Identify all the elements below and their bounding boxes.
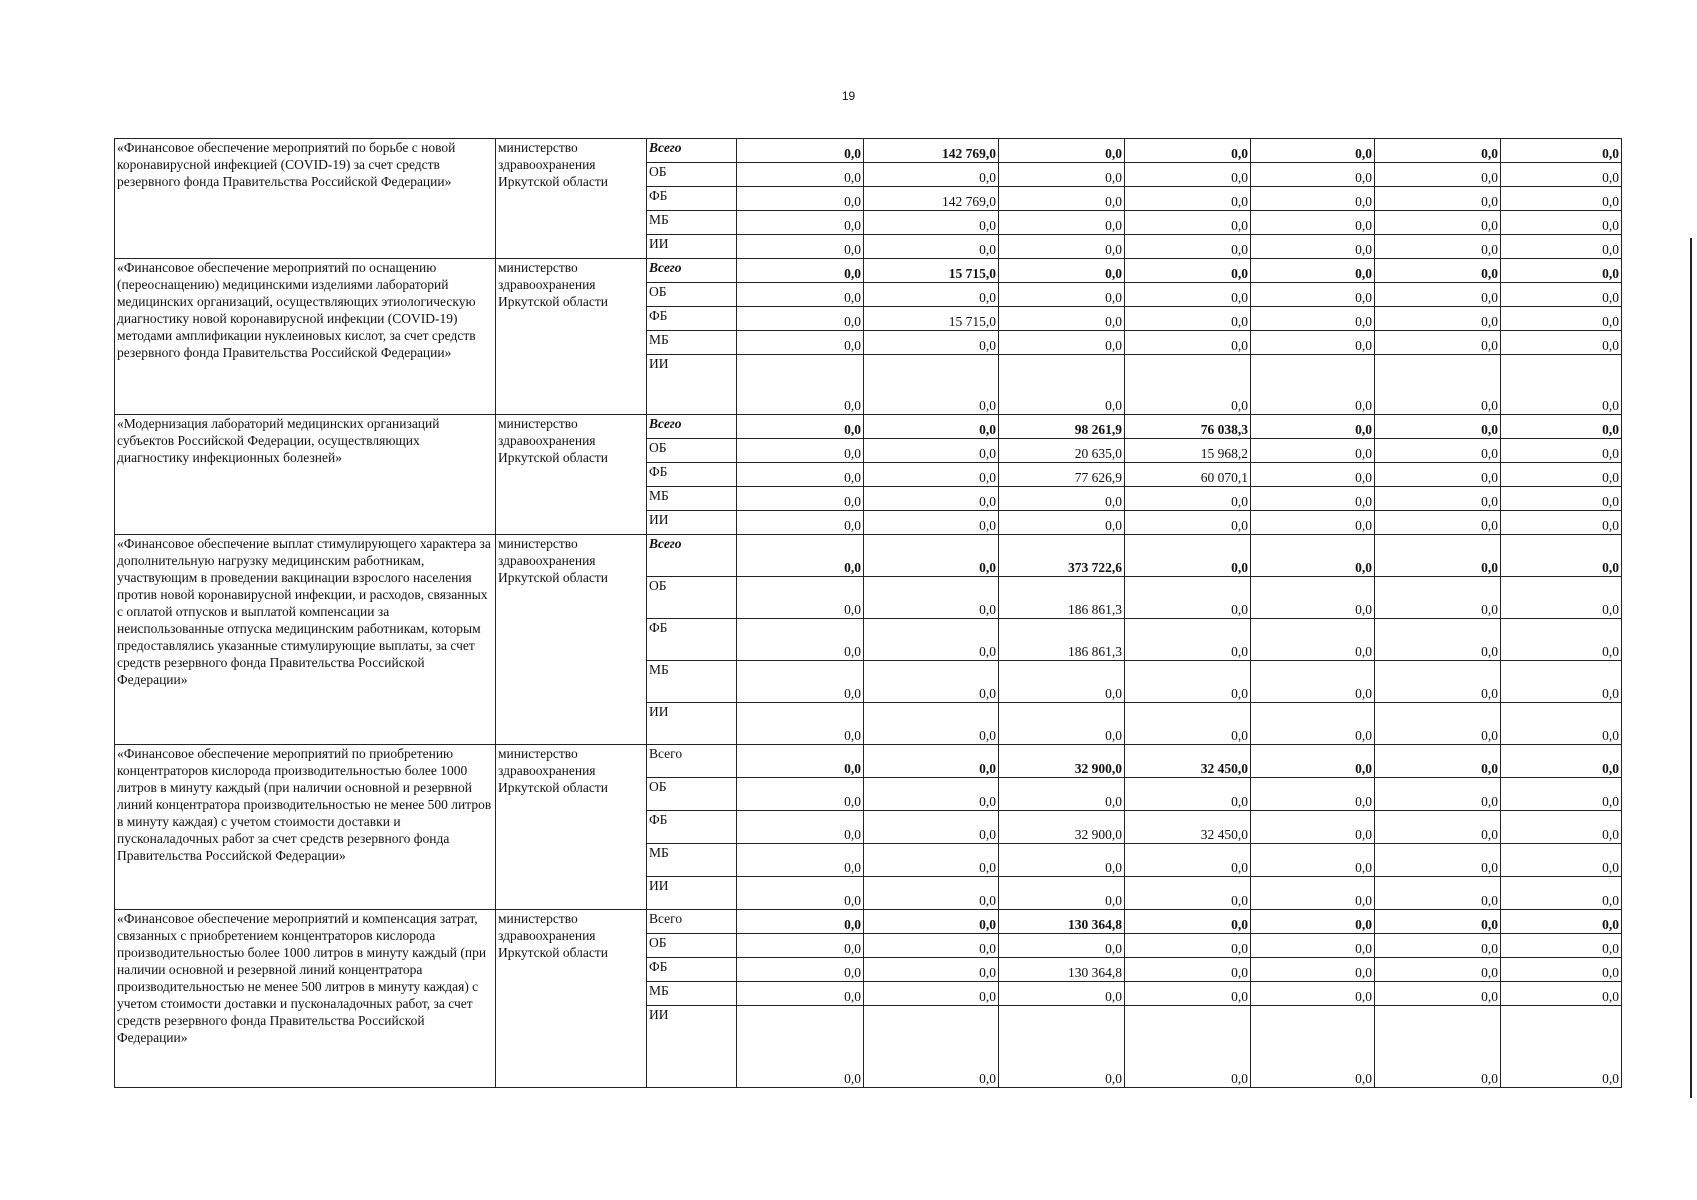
executor-name: министерство здравоохранения Иркутской области xyxy=(496,415,647,535)
amount-cell: 0,0 xyxy=(1375,1006,1501,1088)
amount-cell: 20 635,0 xyxy=(999,439,1125,463)
amount-cell: 373 722,6 xyxy=(999,535,1125,577)
amount-cell: 0,0 xyxy=(1251,1006,1375,1088)
amount-cell: 130 364,8 xyxy=(999,958,1125,982)
measure-description: «Финансовое обеспечение выплат стимулирующего характера за дополнительную нагрузку медицинским работникам, участвующим в проведении вакцинации взрослого населения против новой коронавирусной инфекции, и расходов, связанных с оплатой отпусков и выплатой компенсации за неиспользованные отпуска медицинским работникам, которым предоставлялись указанные стимулирующие выплаты, за счет средств резервного фонда Правительства Российской Федерации» xyxy=(115,535,496,745)
funding-source-mb: МБ xyxy=(647,211,737,235)
amount-cell: 32 450,0 xyxy=(1125,745,1251,778)
amount-cell: 0,0 xyxy=(1125,235,1251,259)
amount-cell: 0,0 xyxy=(1501,811,1622,844)
amount-cell: 0,0 xyxy=(1251,778,1375,811)
amount-cell: 0,0 xyxy=(1375,283,1501,307)
amount-cell: 0,0 xyxy=(1501,355,1622,415)
amount-cell: 0,0 xyxy=(1501,910,1622,934)
amount-cell: 0,0 xyxy=(737,778,864,811)
funding-source-total: Всего xyxy=(647,415,737,439)
funding-source-ii: ИИ xyxy=(647,235,737,259)
amount-cell: 0,0 xyxy=(999,259,1125,283)
amount-cell: 0,0 xyxy=(1375,778,1501,811)
amount-cell: 0,0 xyxy=(1251,934,1375,958)
funding-source-total: Всего xyxy=(647,745,737,778)
amount-cell: 0,0 xyxy=(737,844,864,877)
amount-cell: 0,0 xyxy=(1125,778,1251,811)
amount-cell: 0,0 xyxy=(1125,703,1251,745)
amount-cell: 0,0 xyxy=(1501,778,1622,811)
amount-cell: 77 626,9 xyxy=(999,463,1125,487)
page-number: 19 xyxy=(841,89,856,103)
executor-name: министерство здравоохранения Иркутской области xyxy=(496,139,647,259)
amount-cell: 0,0 xyxy=(1501,187,1622,211)
amount-cell: 0,0 xyxy=(737,415,864,439)
amount-cell: 0,0 xyxy=(1501,283,1622,307)
amount-cell: 0,0 xyxy=(737,577,864,619)
amount-cell: 0,0 xyxy=(1501,163,1622,187)
amount-cell: 0,0 xyxy=(1251,259,1375,283)
amount-cell: 0,0 xyxy=(737,487,864,511)
funding-source-total: Всего xyxy=(647,910,737,934)
funding-source-mb: МБ xyxy=(647,331,737,355)
amount-cell: 0,0 xyxy=(864,619,999,661)
amount-cell: 0,0 xyxy=(1125,910,1251,934)
amount-cell: 98 261,9 xyxy=(999,415,1125,439)
amount-cell: 0,0 xyxy=(1501,934,1622,958)
amount-cell: 0,0 xyxy=(1501,211,1622,235)
funding-source-fb: ФБ xyxy=(647,187,737,211)
amount-cell: 0,0 xyxy=(1375,958,1501,982)
amount-cell: 0,0 xyxy=(1251,535,1375,577)
amount-cell: 0,0 xyxy=(864,577,999,619)
amount-cell: 0,0 xyxy=(864,283,999,307)
amount-cell: 0,0 xyxy=(1375,259,1501,283)
amount-cell: 0,0 xyxy=(1375,355,1501,415)
amount-cell: 0,0 xyxy=(1125,283,1251,307)
amount-cell: 0,0 xyxy=(864,439,999,463)
amount-cell: 0,0 xyxy=(737,982,864,1006)
amount-cell: 0,0 xyxy=(1501,439,1622,463)
amount-cell: 0,0 xyxy=(1251,415,1375,439)
amount-cell: 0,0 xyxy=(999,934,1125,958)
funding-source-fb: ФБ xyxy=(647,958,737,982)
amount-cell: 0,0 xyxy=(1251,661,1375,703)
amount-cell: 0,0 xyxy=(1125,577,1251,619)
funding-source-fb: ФБ xyxy=(647,463,737,487)
amount-cell: 76 038,3 xyxy=(1125,415,1251,439)
amount-cell: 0,0 xyxy=(999,283,1125,307)
amount-cell: 0,0 xyxy=(1125,958,1251,982)
amount-cell: 0,0 xyxy=(1375,910,1501,934)
amount-cell: 32 900,0 xyxy=(999,811,1125,844)
amount-cell: 0,0 xyxy=(864,163,999,187)
amount-cell: 0,0 xyxy=(1501,307,1622,331)
amount-cell: 0,0 xyxy=(737,535,864,577)
amount-cell: 0,0 xyxy=(999,187,1125,211)
amount-cell: 0,0 xyxy=(864,355,999,415)
amount-cell: 0,0 xyxy=(1125,982,1251,1006)
amount-cell: 0,0 xyxy=(1251,187,1375,211)
executor-name: министерство здравоохранения Иркутской области xyxy=(496,535,647,745)
amount-cell: 0,0 xyxy=(999,661,1125,703)
amount-cell: 0,0 xyxy=(1251,982,1375,1006)
amount-cell: 0,0 xyxy=(1375,619,1501,661)
funding-source-ob: ОБ xyxy=(647,439,737,463)
amount-cell: 0,0 xyxy=(1251,463,1375,487)
amount-cell: 0,0 xyxy=(1501,958,1622,982)
amount-cell: 0,0 xyxy=(737,511,864,535)
amount-cell: 0,0 xyxy=(999,163,1125,187)
amount-cell: 0,0 xyxy=(1251,487,1375,511)
amount-cell: 0,0 xyxy=(1375,439,1501,463)
amount-cell: 0,0 xyxy=(1125,331,1251,355)
amount-cell: 0,0 xyxy=(1251,877,1375,910)
funding-source-ii: ИИ xyxy=(647,877,737,910)
amount-cell: 0,0 xyxy=(737,283,864,307)
table-row xyxy=(115,745,1622,778)
amount-cell: 186 861,3 xyxy=(999,619,1125,661)
amount-cell: 0,0 xyxy=(1251,844,1375,877)
amount-cell: 0,0 xyxy=(1251,331,1375,355)
amount-cell: 0,0 xyxy=(737,745,864,778)
amount-cell: 0,0 xyxy=(1375,235,1501,259)
amount-cell: 0,0 xyxy=(1501,982,1622,1006)
amount-cell: 0,0 xyxy=(1501,259,1622,283)
amount-cell: 0,0 xyxy=(999,355,1125,415)
amount-cell: 0,0 xyxy=(1501,331,1622,355)
amount-cell: 0,0 xyxy=(1375,511,1501,535)
amount-cell: 0,0 xyxy=(999,877,1125,910)
amount-cell: 0,0 xyxy=(864,661,999,703)
amount-cell: 0,0 xyxy=(999,487,1125,511)
amount-cell: 0,0 xyxy=(864,211,999,235)
amount-cell: 0,0 xyxy=(1501,415,1622,439)
amount-cell: 0,0 xyxy=(737,139,864,163)
amount-cell: 60 070,1 xyxy=(1125,463,1251,487)
funding-source-ob: ОБ xyxy=(647,283,737,307)
executor-name: министерство здравоохранения Иркутской области xyxy=(496,745,647,910)
measure-description: «Модернизация лабораторий медицинских организаций субъектов Российской Федерации, осуществляющих диагностику инфекционных болезней» xyxy=(115,415,496,535)
funding-source-total: Всего xyxy=(647,139,737,163)
amount-cell: 0,0 xyxy=(737,703,864,745)
amount-cell: 0,0 xyxy=(1375,487,1501,511)
funding-source-ob: ОБ xyxy=(647,577,737,619)
amount-cell: 0,0 xyxy=(1251,619,1375,661)
amount-cell: 0,0 xyxy=(1375,703,1501,745)
amount-cell: 0,0 xyxy=(1251,283,1375,307)
amount-cell: 0,0 xyxy=(1125,307,1251,331)
amount-cell: 0,0 xyxy=(864,535,999,577)
amount-cell: 0,0 xyxy=(737,211,864,235)
amount-cell: 0,0 xyxy=(1375,415,1501,439)
amount-cell: 0,0 xyxy=(864,331,999,355)
measure-description: «Финансовое обеспечение мероприятий по приобретению концентраторов кислорода производительностью более 1000 литров в минуту каждый (при наличии основной и резервной линий концентратора производительностью не менее 500 литров в минуту каждая) с учетом стоимости доставки и пусконаладочных работ за счет средств резервного фонда Правительства Российской Федерации» xyxy=(115,745,496,910)
funding-source-fb: ФБ xyxy=(647,619,737,661)
table-row xyxy=(115,259,1622,283)
amount-cell: 0,0 xyxy=(737,163,864,187)
amount-cell: 186 861,3 xyxy=(999,577,1125,619)
amount-cell: 0,0 xyxy=(999,211,1125,235)
measure-description: «Финансовое обеспечение мероприятий по оснащению (переоснащению) медицинскими изделиями лабораторий медицинских организаций, осуществляющих этиологическую диагностику новой коронавирусной инфекции (COVID-19) методами амплификации нуклеиновых кислот, за счет средств резервного фонда Правительства Российской Федерации» xyxy=(115,259,496,415)
amount-cell: 0,0 xyxy=(1251,211,1375,235)
amount-cell: 0,0 xyxy=(1251,439,1375,463)
amount-cell: 0,0 xyxy=(1375,577,1501,619)
executor-name: министерство здравоохранения Иркутской области xyxy=(496,910,647,1088)
amount-cell: 0,0 xyxy=(1375,745,1501,778)
amount-cell: 0,0 xyxy=(864,877,999,910)
amount-cell: 0,0 xyxy=(1125,259,1251,283)
executor-name: министерство здравоохранения Иркутской области xyxy=(496,259,647,415)
amount-cell: 0,0 xyxy=(1501,844,1622,877)
funding-source-fb: ФБ xyxy=(647,307,737,331)
amount-cell: 0,0 xyxy=(1375,163,1501,187)
funding-source-ob: ОБ xyxy=(647,163,737,187)
amount-cell: 0,0 xyxy=(864,1006,999,1088)
amount-cell: 0,0 xyxy=(1125,619,1251,661)
amount-cell: 0,0 xyxy=(1125,487,1251,511)
measure-description: «Финансовое обеспечение мероприятий и компенсация затрат, связанных с приобретением концентраторов кислорода производительностью более 1000 литров в минуту каждый (при наличии основной и резервной линий концентратора производительностью не менее 500 литров в минуту каждая) с учетом стоимости доставки и пусконаладочных работ, за счет средств резервного фонда Правительства Российской Федерации» xyxy=(115,910,496,1088)
amount-cell: 15 715,0 xyxy=(864,259,999,283)
amount-cell: 0,0 xyxy=(737,811,864,844)
amount-cell: 0,0 xyxy=(1375,307,1501,331)
amount-cell: 0,0 xyxy=(1125,139,1251,163)
funding-source-mb: МБ xyxy=(647,982,737,1006)
funding-source-total: Всего xyxy=(647,259,737,283)
amount-cell: 0,0 xyxy=(1375,463,1501,487)
table-row xyxy=(115,139,1622,163)
table-row xyxy=(115,535,1622,577)
amount-cell: 0,0 xyxy=(1375,535,1501,577)
amount-cell: 0,0 xyxy=(1251,811,1375,844)
amount-cell: 0,0 xyxy=(1501,877,1622,910)
amount-cell: 0,0 xyxy=(737,958,864,982)
amount-cell: 0,0 xyxy=(1251,235,1375,259)
amount-cell: 0,0 xyxy=(1501,139,1622,163)
amount-cell: 0,0 xyxy=(864,415,999,439)
amount-cell: 0,0 xyxy=(1125,211,1251,235)
amount-cell: 0,0 xyxy=(1501,577,1622,619)
amount-cell: 0,0 xyxy=(1501,619,1622,661)
amount-cell: 0,0 xyxy=(1125,187,1251,211)
amount-cell: 0,0 xyxy=(864,778,999,811)
amount-cell: 0,0 xyxy=(1251,163,1375,187)
amount-cell: 32 450,0 xyxy=(1125,811,1251,844)
amount-cell: 0,0 xyxy=(1375,661,1501,703)
amount-cell: 0,0 xyxy=(864,982,999,1006)
table-row xyxy=(115,910,1622,934)
amount-cell: 0,0 xyxy=(1125,877,1251,910)
amount-cell: 0,0 xyxy=(864,511,999,535)
amount-cell: 0,0 xyxy=(864,910,999,934)
amount-cell: 0,0 xyxy=(737,877,864,910)
funding-source-ob: ОБ xyxy=(647,934,737,958)
amount-cell: 0,0 xyxy=(1501,511,1622,535)
funding-source-ii: ИИ xyxy=(647,511,737,535)
amount-cell: 0,0 xyxy=(1375,331,1501,355)
amount-cell: 0,0 xyxy=(1251,958,1375,982)
amount-cell: 0,0 xyxy=(737,910,864,934)
funding-source-total: Всего xyxy=(647,535,737,577)
amount-cell: 15 715,0 xyxy=(864,307,999,331)
funding-source-ii: ИИ xyxy=(647,355,737,415)
amount-cell: 0,0 xyxy=(1251,745,1375,778)
amount-cell: 0,0 xyxy=(1375,844,1501,877)
funding-source-mb: МБ xyxy=(647,661,737,703)
amount-cell: 0,0 xyxy=(1375,877,1501,910)
amount-cell: 0,0 xyxy=(1125,934,1251,958)
amount-cell: 0,0 xyxy=(1375,811,1501,844)
amount-cell: 0,0 xyxy=(999,139,1125,163)
funding-source-fb: ФБ xyxy=(647,811,737,844)
amount-cell: 0,0 xyxy=(1375,187,1501,211)
amount-cell: 0,0 xyxy=(1125,535,1251,577)
amount-cell: 0,0 xyxy=(999,331,1125,355)
amount-cell: 0,0 xyxy=(737,463,864,487)
amount-cell: 0,0 xyxy=(1125,355,1251,415)
amount-cell: 0,0 xyxy=(864,934,999,958)
amount-cell: 142 769,0 xyxy=(864,187,999,211)
amount-cell: 0,0 xyxy=(737,307,864,331)
amount-cell: 0,0 xyxy=(737,619,864,661)
amount-cell: 0,0 xyxy=(999,511,1125,535)
amount-cell: 0,0 xyxy=(737,1006,864,1088)
amount-cell: 0,0 xyxy=(1125,661,1251,703)
table-row xyxy=(115,415,1622,439)
amount-cell: 0,0 xyxy=(737,934,864,958)
amount-cell: 0,0 xyxy=(864,844,999,877)
amount-cell: 0,0 xyxy=(1375,934,1501,958)
amount-cell: 0,0 xyxy=(864,487,999,511)
amount-cell: 142 769,0 xyxy=(864,139,999,163)
budget-table xyxy=(114,138,1622,1088)
amount-cell: 0,0 xyxy=(864,958,999,982)
amount-cell: 0,0 xyxy=(1251,355,1375,415)
funding-source-mb: МБ xyxy=(647,487,737,511)
amount-cell: 0,0 xyxy=(1125,511,1251,535)
funding-source-ii: ИИ xyxy=(647,1006,737,1088)
amount-cell: 0,0 xyxy=(1251,910,1375,934)
amount-cell: 0,0 xyxy=(1251,307,1375,331)
amount-cell: 0,0 xyxy=(737,187,864,211)
amount-cell: 0,0 xyxy=(864,463,999,487)
amount-cell: 0,0 xyxy=(999,982,1125,1006)
amount-cell: 0,0 xyxy=(1251,139,1375,163)
amount-cell: 0,0 xyxy=(1501,487,1622,511)
amount-cell: 0,0 xyxy=(1125,1006,1251,1088)
amount-cell: 0,0 xyxy=(1251,511,1375,535)
funding-source-mb: МБ xyxy=(647,844,737,877)
amount-cell: 0,0 xyxy=(864,235,999,259)
amount-cell: 0,0 xyxy=(1125,163,1251,187)
budget-table-body xyxy=(115,139,1622,1088)
amount-cell: 0,0 xyxy=(1375,982,1501,1006)
amount-cell: 0,0 xyxy=(737,661,864,703)
amount-cell: 0,0 xyxy=(737,355,864,415)
funding-source-ii: ИИ xyxy=(647,703,737,745)
amount-cell: 0,0 xyxy=(1251,577,1375,619)
amount-cell: 32 900,0 xyxy=(999,745,1125,778)
amount-cell: 0,0 xyxy=(1125,844,1251,877)
amount-cell: 0,0 xyxy=(999,778,1125,811)
amount-cell: 0,0 xyxy=(1501,661,1622,703)
amount-cell: 0,0 xyxy=(1251,703,1375,745)
funding-source-ob: ОБ xyxy=(647,778,737,811)
amount-cell: 0,0 xyxy=(864,811,999,844)
amount-cell: 0,0 xyxy=(1501,1006,1622,1088)
amount-cell: 0,0 xyxy=(737,331,864,355)
amount-cell: 0,0 xyxy=(999,1006,1125,1088)
amount-cell: 0,0 xyxy=(999,703,1125,745)
amount-cell: 0,0 xyxy=(1501,745,1622,778)
amount-cell: 0,0 xyxy=(1501,535,1622,577)
amount-cell: 0,0 xyxy=(864,745,999,778)
amount-cell: 0,0 xyxy=(737,259,864,283)
measure-description: «Финансовое обеспечение мероприятий по борьбе с новой коронавирусной инфекцией (COVID-19) за счет средств резервного фонда Правительства Российской Федерации» xyxy=(115,139,496,259)
amount-cell: 0,0 xyxy=(737,439,864,463)
amount-cell: 0,0 xyxy=(864,703,999,745)
amount-cell: 15 968,2 xyxy=(1125,439,1251,463)
amount-cell: 0,0 xyxy=(1375,211,1501,235)
amount-cell: 0,0 xyxy=(999,235,1125,259)
amount-cell: 0,0 xyxy=(999,844,1125,877)
amount-cell: 0,0 xyxy=(999,307,1125,331)
amount-cell: 130 364,8 xyxy=(999,910,1125,934)
amount-cell: 0,0 xyxy=(1501,463,1622,487)
amount-cell: 0,0 xyxy=(1501,703,1622,745)
scan-edge-line xyxy=(1690,238,1692,1098)
amount-cell: 0,0 xyxy=(737,235,864,259)
amount-cell: 0,0 xyxy=(1375,139,1501,163)
amount-cell: 0,0 xyxy=(1501,235,1622,259)
